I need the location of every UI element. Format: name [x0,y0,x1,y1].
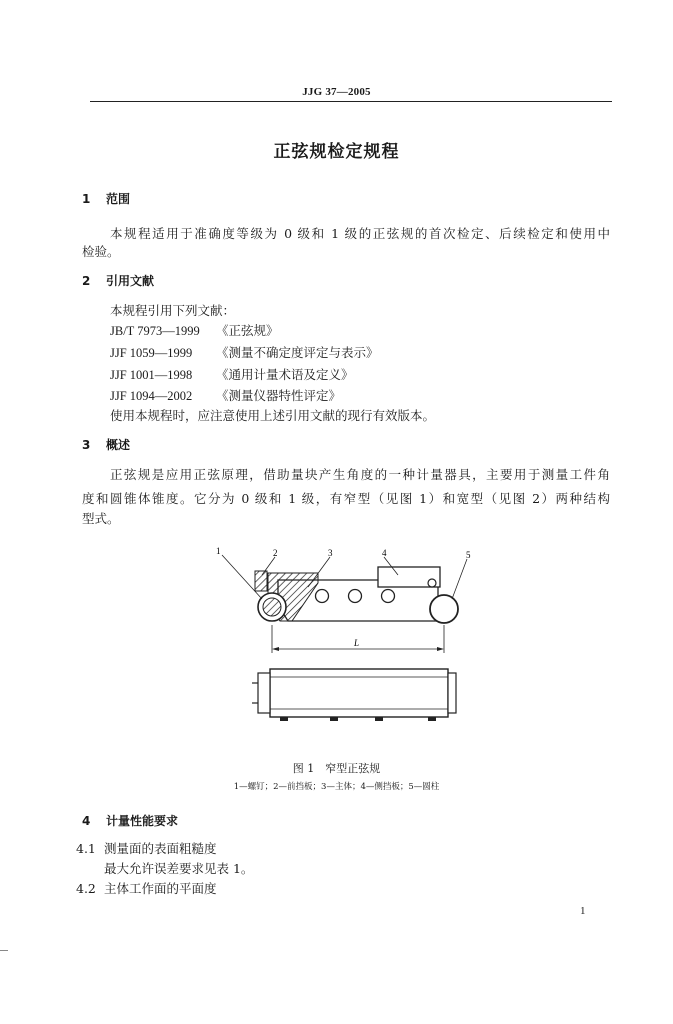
callout-3: 3 [328,548,333,558]
section-1-text-line-1: 本规程适用于准确度等级为 0 级和 1 级的正弦规的首次检定、后续检定和使用中 [110,226,610,241]
section-3-text-line-2: 度和圆锥体锥度。它分为 0 级和 1 级，有窄型（见图 1）和宽型（见图 2）两种结构 [82,491,610,506]
section-1-text-line-2: 检验。 [82,244,120,259]
dimension-label: L [354,638,360,648]
section-1-number: 1 [82,192,91,206]
callout-5: 5 [466,550,471,560]
clause-number: 4.1 [76,841,96,856]
callout-2: 2 [273,548,278,558]
clause-title: 主体工作面的平面度 [104,881,217,896]
reference-item [110,344,379,362]
top-view [252,669,456,721]
figure-1-legend: 1—螺钉；2—前挡板；3—主体；4—侧挡板；5—圆柱 [233,782,440,792]
scan-edge-mark [0,950,8,951]
right-cylinder [430,595,458,623]
clause-title: 测量面的表面粗糙度 [104,841,217,856]
reference-item [110,322,279,340]
section-2-heading [82,272,154,289]
section-2-note: 使用本规程时，应注意使用上述引用文献的现行有效版本。 [110,408,436,423]
figure-1-caption: 图 1 窄型正弦规 [292,762,381,775]
top-view-screw [428,717,436,721]
reference-title: 《通用计量术语及定义》 [216,367,354,382]
callout-4: 4 [382,548,387,558]
document-title: 正弦规检定规程 [273,142,400,162]
section-4-number: 4 [82,814,91,828]
section-4-heading [82,812,178,829]
section-3-text-line-1: 正弦规是应用正弦原理，借助量块产生角度的一种计量器具，主要用于测量工件角 [110,467,610,482]
callout-1: 1 [216,546,221,556]
reference-item [110,387,341,405]
section-3-number: 3 [82,438,91,452]
top-view-screw [375,717,383,721]
section-4-title: 计量性能要求 [106,814,179,828]
dimension-arrow-left [272,647,279,651]
body-hole [316,590,329,603]
reference-code: JJF 1001—1998 [110,368,193,382]
dimension-arrow-right [437,647,444,651]
page-number: 1 [580,905,586,917]
top-view-body [270,669,448,717]
reference-title: 《正弦规》 [216,323,279,338]
top-view-screw [280,717,288,721]
left-cylinder-core [263,598,281,616]
header-standard-code: JJG 37—2005 [302,86,371,98]
screw [255,571,267,591]
clause-4-1-detail: 最大允许误差要求见表 1。 [104,861,254,876]
clause-4-2 [76,880,217,898]
reference-item [110,366,354,384]
section-1-heading [82,190,130,207]
header-rule [90,101,612,102]
body-hole [382,590,395,603]
side-view [216,546,471,653]
reference-code: JJF 1059—1999 [110,346,193,360]
top-view-left-cylinder [258,673,270,713]
section-2-number: 2 [82,274,91,288]
top-view-screw [330,717,338,721]
side-plate-screw [428,579,436,587]
section-3-text-line-3: 型式。 [82,511,120,526]
section-3-title: 概述 [106,438,131,452]
reference-code: JJF 1094—2002 [110,389,193,403]
section-2-title: 引用文献 [106,274,155,288]
figure-1-drawing [200,545,480,745]
reference-code: JB/T 7973—1999 [110,324,200,338]
section-2-intro: 本规程引用下列文献： [110,303,236,318]
body-hole [349,590,362,603]
reference-title: 《测量不确定度评定与表示》 [216,345,379,360]
section-3-heading [82,436,130,453]
section-1-title: 范围 [106,192,131,206]
clause-number: 4.2 [76,881,96,896]
callout-leader-2 [262,557,275,575]
reference-title: 《测量仪器特性评定》 [216,388,342,403]
top-view-right-cylinder [448,673,456,713]
clause-4-1 [76,840,217,858]
callout-leader-5 [452,559,467,599]
